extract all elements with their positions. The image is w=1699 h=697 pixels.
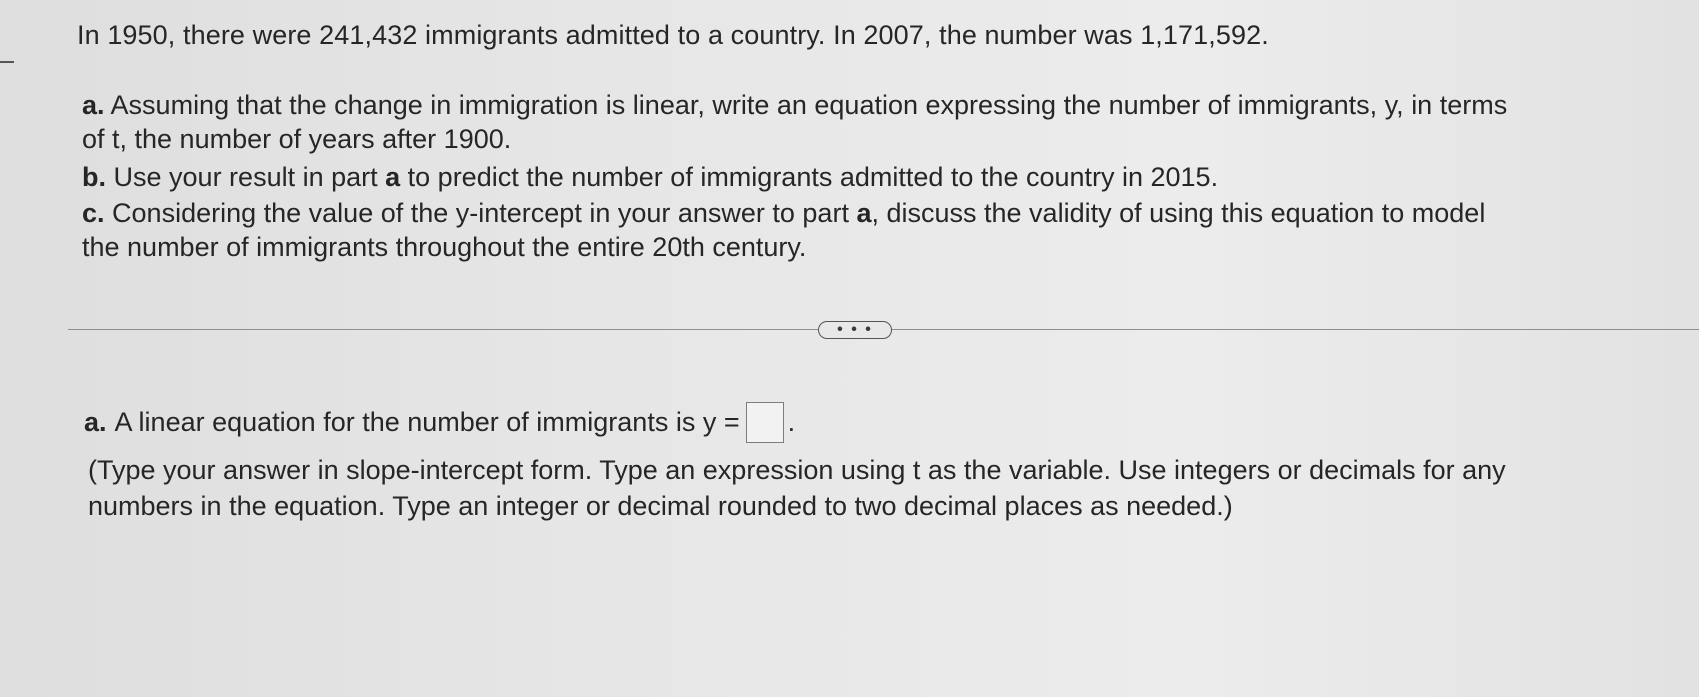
answer-suffix: .	[787, 407, 796, 437]
part-c-question	[82, 196, 1485, 264]
answer-input-box[interactable]	[746, 402, 784, 443]
instructions-line2: numbers in the equation. Type an integer or decimal rounded to two decimal places as needed.)	[88, 491, 1233, 521]
part-b-letter: b.	[82, 162, 106, 192]
part-c-text-end: , discuss the validity of using this equation to model	[871, 198, 1486, 228]
part-b-bold-ref: a	[385, 162, 401, 192]
part-c-bold-ref: a	[856, 198, 872, 228]
part-a-line1	[82, 88, 1507, 122]
part-a-letter: a.	[82, 90, 105, 120]
answer-instructions	[88, 452, 1506, 524]
answer-prompt-line	[84, 402, 795, 443]
problem-statement: In 1950, there were 241,432 immigrants admitted to a country. In 2007, the number was 1,171,592.	[77, 20, 1269, 50]
edge-marker	[0, 61, 14, 63]
part-b-line1	[82, 160, 1218, 194]
part-a-line2: of t, the number of years after 1900.	[82, 124, 512, 154]
part-b-question	[82, 160, 1218, 194]
part-c-line1	[82, 196, 1485, 230]
part-c-text-start: Considering the value of the y-intercept in your answer to part	[112, 198, 857, 228]
part-a-question	[82, 88, 1507, 156]
part-b-text-start: Use your result in part	[113, 162, 386, 192]
part-c-letter: c.	[82, 198, 105, 228]
part-a-text: Assuming that the change in immigration is linear, write an equation expressing the number of immigrants, y, in terms	[110, 90, 1508, 120]
part-c-line2: the number of immigrants throughout the entire 20th century.	[82, 232, 807, 262]
answer-prompt: A linear equation for the number of immigrants is y =	[114, 407, 740, 437]
part-b-text-end: to predict the number of immigrants admitted to the country in 2015.	[400, 162, 1219, 192]
instructions-line1: (Type your answer in slope-intercept form. Type an expression using t as the variable. Use integers or decimals for any	[88, 455, 1506, 485]
expand-more-button[interactable]: • • •	[818, 321, 892, 339]
answer-letter: a.	[84, 407, 107, 437]
